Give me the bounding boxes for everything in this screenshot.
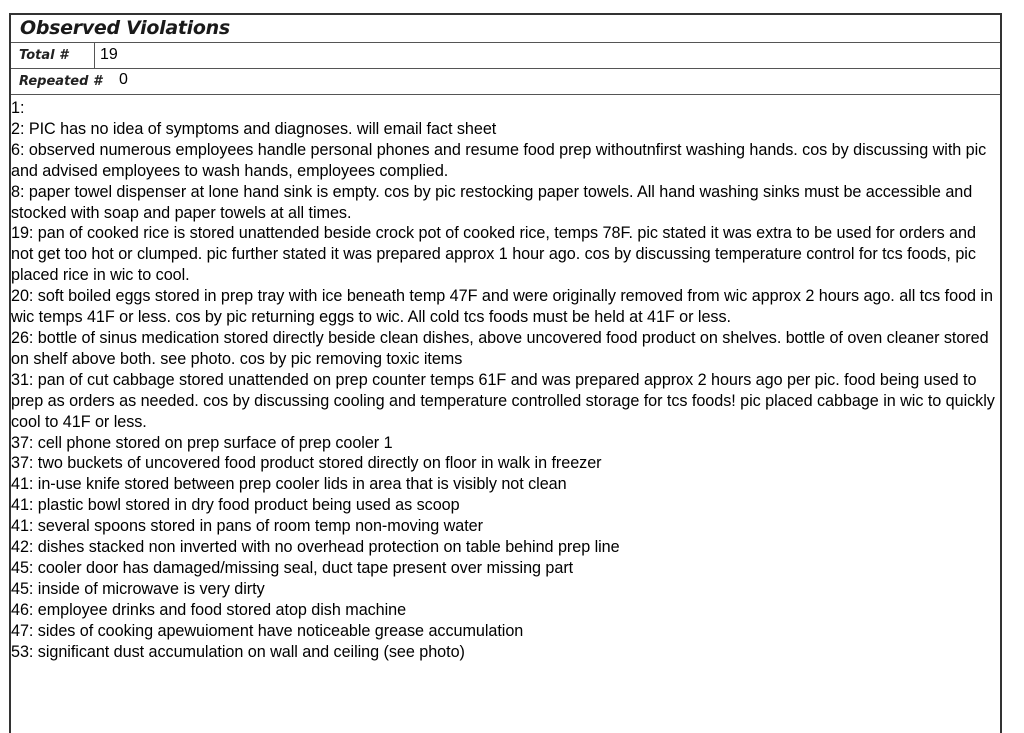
- total-value: 19: [100, 46, 118, 63]
- violation-item: 1:: [11, 99, 25, 117]
- violation-item: 37: two buckets of uncovered food product stored directly on floor in walk in freezer: [11, 454, 602, 473]
- violation-item: 41: in-use knife stored between prep cooler lids in area that is visibly not clean: [11, 475, 567, 494]
- violation-item: 31: pan of cut cabbage stored unattended on prep counter temps 61F and was prepared approx 2 hours ago per pic. food being used to prep as orders as needed. cos by discussing cooling and temperature controlled storage for tcs foods! pic placed cabbage in wic to quickly cool to 41F or less.: [11, 370, 995, 431]
- repeated-label: Repeated #: [19, 74, 102, 89]
- violation-item: 19: pan of cooked rice is stored unattended beside crock pot of cooked rice, temps 78F. pic stated it was extra to be used for orders and not get too hot or clumped. pic further stated it was prepared approx 1 hour ago. cos by discussing temperature control for tcs foods, pic placed rice in wic to cool.: [11, 224, 976, 285]
- violation-item: 41: several spoons stored in pans of room temp non-moving water: [11, 517, 483, 536]
- violation-item: 6: observed numerous employees handle personal phones and resume food prep withoutnfirst washing hands. cos by discussing with pic and advised employees to wash hands, employees complied.: [11, 140, 987, 180]
- violation-item: 2: PIC has no idea of symptoms and diagnoses. will email fact sheet: [11, 119, 497, 138]
- violations-list: [11, 95, 1000, 662]
- violation-item: 45: cooler door has damaged/missing seal, duct tape present over missing part: [11, 558, 574, 577]
- repeated-value: 0: [119, 71, 128, 88]
- violation-item: 53: significant dust accumulation on wall and ceiling (see photo): [11, 642, 465, 661]
- violation-item: 45: inside of microwave is very dirty: [11, 579, 265, 598]
- violation-item: 41: plastic bowl stored in dry food product being used as scoop: [11, 496, 460, 515]
- violation-item: 37: cell phone stored on prep surface of prep cooler 1: [11, 433, 393, 452]
- repeated-row: [11, 69, 1000, 95]
- violation-item: 47: sides of cooking apewuioment have noticeable grease accumulation: [11, 621, 524, 640]
- violation-item: 42: dishes stacked non inverted with no overhead protection on table behind prep line: [11, 538, 620, 557]
- observed-violations-form: [9, 13, 1002, 733]
- section-title: Observed Violations: [11, 15, 1000, 43]
- violation-item: 26: bottle of sinus medication stored directly beside clean dishes, above uncovered food product on shelves. bottle of oven cleaner stored on shelf above both. see photo. cos by pic removing toxic items: [11, 328, 989, 368]
- total-row: [11, 43, 1000, 69]
- violation-item: 8: paper towel dispenser at lone hand sink is empty. cos by pic restocking paper towels. All hand washing sinks must be accessible and stocked with soap and paper towels at all times.: [11, 182, 973, 222]
- violation-item: 46: employee drinks and food stored atop dish machine: [11, 600, 407, 619]
- violation-item: 20: soft boiled eggs stored in prep tray with ice beneath temp 47F and were originally removed from wic approx 2 hours ago. all tcs food in wic temps 41F or less. cos by pic returning eggs to wic. All cold tcs foods must be held at 41F or less.: [11, 287, 993, 327]
- total-label: Total #: [11, 43, 95, 68]
